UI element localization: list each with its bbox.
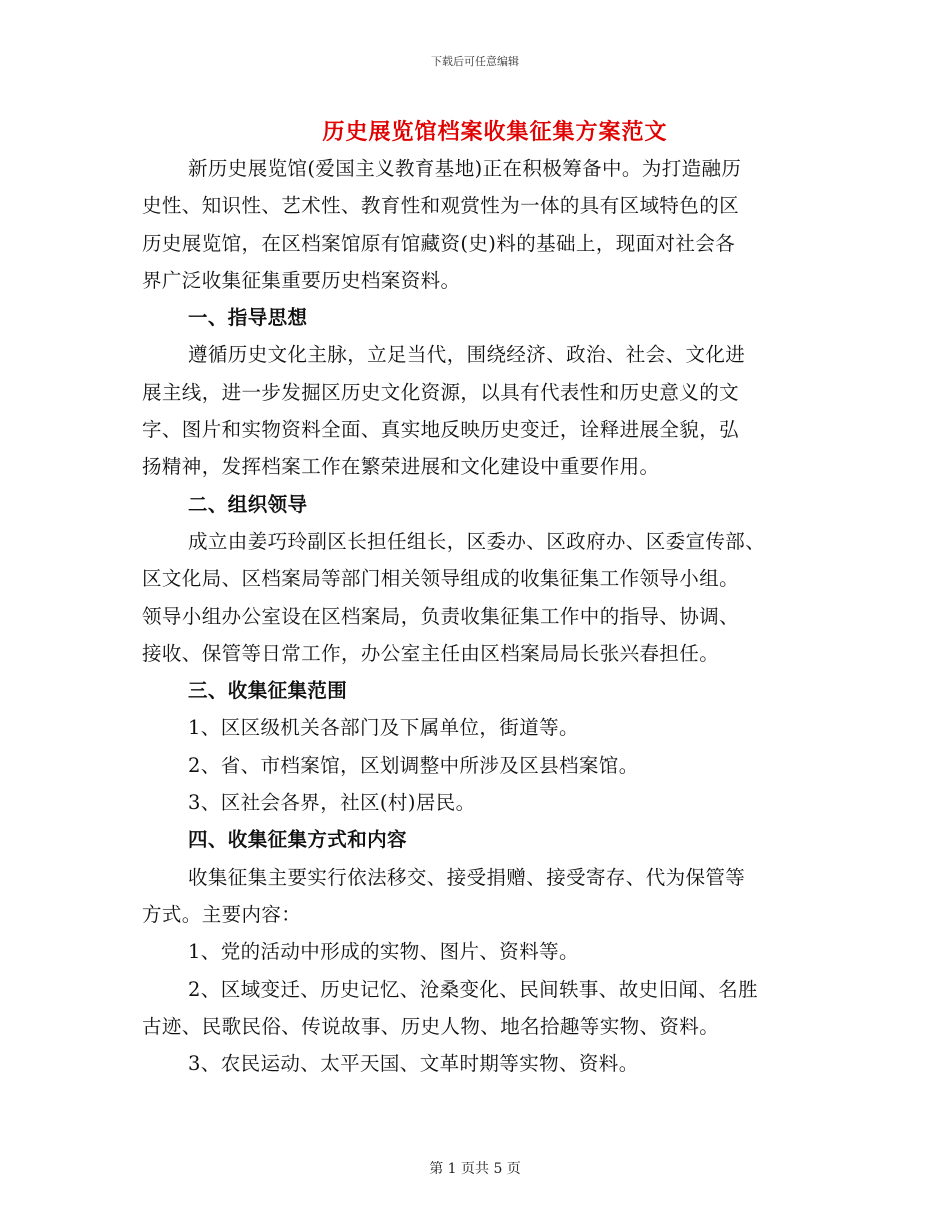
paragraph-line: 3、区社会各界，社区(村)居民。 [188, 791, 476, 815]
document-title: 历史展览馆档案收集征集方案范文 [322, 119, 668, 145]
paragraph-line: 历史展览馆，在区档案馆原有馆藏资(史)料的基础上，现面对社会各 [142, 231, 736, 255]
paragraph-line: 收集征集主要实行依法移交、接受捐赠、接受寄存、代为保管等 [188, 865, 746, 889]
section-heading: 四、收集征集方式和内容 [188, 828, 407, 852]
paragraph-line: 扬精神，发挥档案工作在繁荣进展和文化建设中重要作用。 [142, 455, 660, 479]
paragraph-line: 字、图片和实物资料全面、真实地反映历史变迁，诠释进展全貌，弘 [142, 418, 740, 442]
paragraph-line: 1、党的活动中形成的实物、图片、资料等。 [188, 940, 579, 964]
section-heading: 二、组织领导 [188, 492, 308, 516]
paragraph-line: 区文化局、区档案局等部门相关领导组成的收集征集工作领导小组。 [142, 567, 740, 591]
paragraph-line: 3、农民运动、太平天国、文革时期等实物、资料。 [188, 1052, 639, 1076]
paragraph-line: 接收、保管等日常工作，办公室主任由区档案局局长张兴春担任。 [142, 641, 720, 665]
paragraph-line: 古迹、民歌民俗、传说故事、历史人物、地名拾趣等实物、资料。 [142, 1014, 720, 1038]
paragraph-line: 史性、知识性、艺术性、教育性和观赏性为一体的具有区域特色的区 [142, 194, 740, 218]
paragraph-line: 2、区域变迁、历史记忆、沧桑变化、民间轶事、故史旧闻、名胜 [188, 977, 759, 1001]
header-note: 下载后可任意编辑 [431, 55, 519, 68]
paragraph-line: 方式。主要内容： [142, 902, 302, 926]
paragraph-line: 2、省、市档案馆，区划调整中所涉及区县档案馆。 [188, 753, 639, 777]
page-number-footer: 第 1 页共 5 页 [429, 1161, 521, 1177]
paragraph-line: 1、区区级机关各部门及下属单位，街道等。 [188, 716, 579, 740]
paragraph-line: 展主线，进一步发掘区历史文化资源，以具有代表性和历史意义的文 [142, 380, 740, 404]
paragraph-line: 遵循历史文化主脉，立足当代，围绕经济、政治、社会、文化进 [188, 343, 746, 367]
paragraph-line: 新历史展览馆(爱国主义教育基地)正在积极筹备中。为打造融历 [188, 157, 742, 180]
document-body [142, 150, 808, 1082]
paragraph-line: 成立由姜巧玲副区长担任组长，区委办、区政府办、区委宣传部、 [188, 529, 766, 553]
section-heading: 三、收集征集范围 [188, 679, 348, 703]
section-heading: 一、指导思想 [188, 306, 308, 330]
paragraph-line: 领导小组办公室设在区档案局，负责收集征集工作中的指导、协调、 [142, 604, 740, 628]
paragraph-line: 界广泛收集征集重要历史档案资料。 [142, 268, 461, 292]
